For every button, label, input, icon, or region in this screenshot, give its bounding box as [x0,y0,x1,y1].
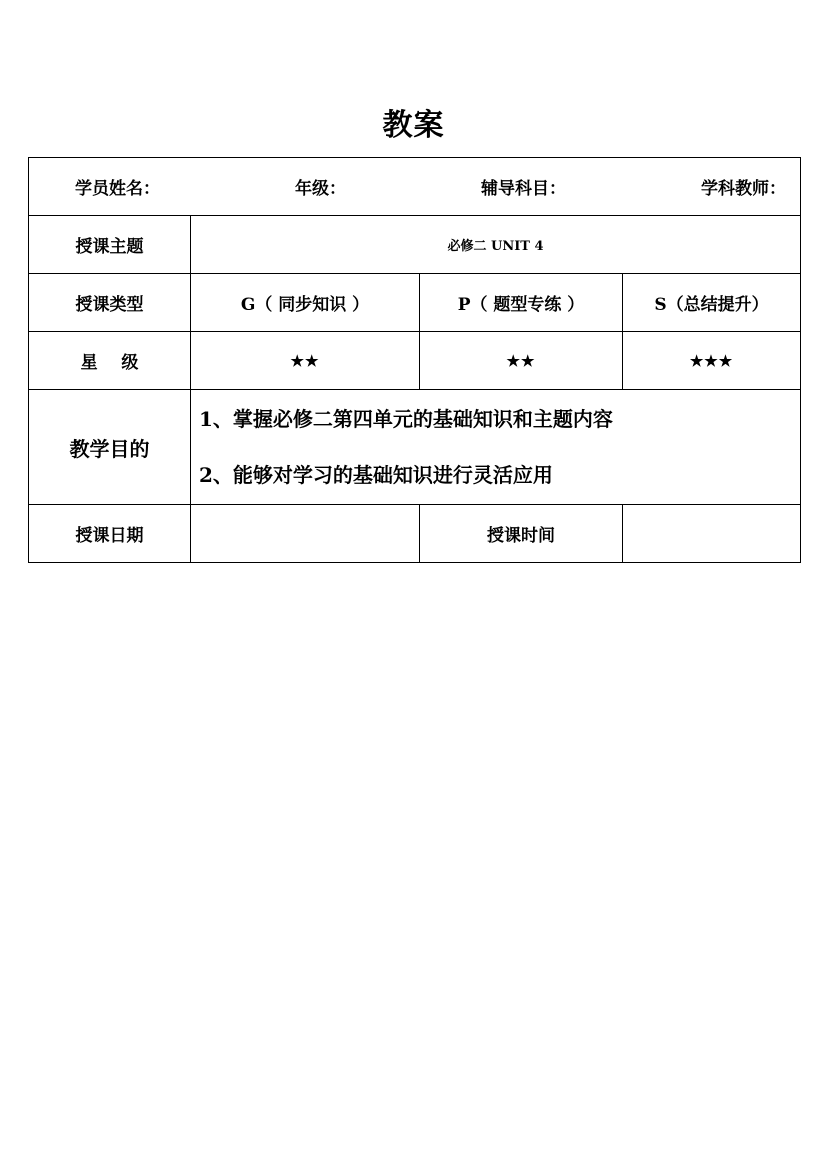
objective-item-1: 1、掌握必修二第四单元的基础知识和主题内容 [199,407,613,431]
topic-row [29,216,801,274]
student-info-cell [29,158,801,216]
topic-value-cell [191,216,801,274]
time-value [623,505,801,563]
star-level-g: ★★ [290,351,320,370]
date-label: 授课日期 [29,505,191,563]
lesson-type-label: 授课类型 [29,274,191,332]
objectives-row [29,390,801,505]
star-level-s-cell [623,332,801,390]
lesson-type-s: S（总结提升） [623,274,801,332]
star-level-p: ★★ [506,351,536,370]
topic-value: 必修二 UNIT 4 [447,238,544,254]
star-level-label-text: 星 级 [80,353,139,373]
objectives-label [29,390,191,505]
topic-label: 授课主题 [29,216,191,274]
lesson-type-row [29,274,801,332]
objectives-label-text: 教学目的 [69,436,150,461]
lesson-type-p: P（ 题型专练 ） [420,274,623,332]
lesson-type-g: G（ 同步知识 ） [191,274,420,332]
star-level-s: ★★★ [689,351,734,370]
date-value [191,505,420,563]
teacher-label: 学科教师： [701,179,786,199]
student-name-label: 学员姓名： [75,179,160,199]
objective-item-2: 2、能够对学习的基础知识进行灵活应用 [199,463,553,487]
star-level-g-cell [191,332,420,390]
student-info-row [29,158,801,216]
star-level-row [29,332,801,390]
time-label: 授课时间 [420,505,623,563]
subject-label: 辅导科目： [481,179,566,199]
star-level-p-cell [420,332,623,390]
page-title: 教案 [382,108,445,143]
grade-label: 年级： [295,179,346,199]
schedule-row [29,505,801,563]
lesson-plan-table [28,157,801,563]
star-level-label [29,332,191,390]
objectives-cell [191,390,801,505]
